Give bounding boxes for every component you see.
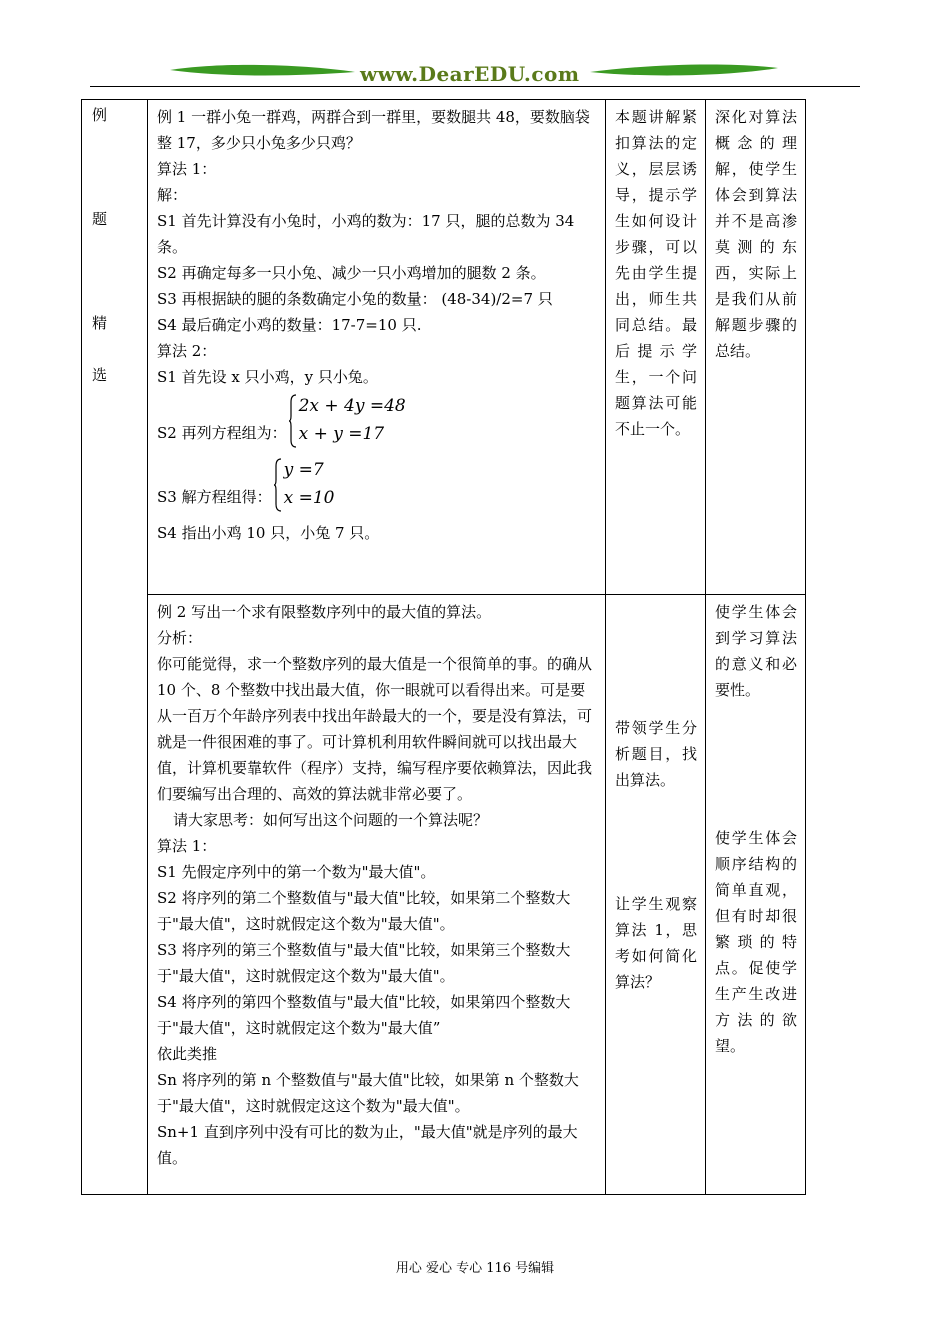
label-char: 选	[92, 366, 108, 384]
equation-block	[274, 456, 335, 512]
ex2-step: S1 先假定序列中的第一个数为"最大值"。	[157, 863, 436, 881]
example-2-body	[148, 595, 606, 1195]
section-label-cell	[82, 100, 148, 1195]
equation-system-2	[157, 456, 597, 512]
note-text: 深化对算法概念的理解，使学生体会到算法并不是高渗莫测的东西，实际上是我们从前解题步骤的总结。	[715, 108, 797, 360]
label-char: 精	[92, 314, 108, 332]
ex1-s2-label: S2 再列方程组为：	[157, 424, 287, 442]
ex1-line: S2 再确定每多一只小兔、减少一只小鸡增加的腿数 2 条。	[157, 264, 546, 282]
example-2-row	[82, 595, 806, 1195]
equation-line: x + y =17	[298, 424, 385, 444]
ex2-step: Sn 将序列的第 n 个整数值与"最大值"比较，如果第 n 个整数大于"最大值"，这时就假定这这个数为"最大值"。	[157, 1071, 579, 1115]
example-1-note-1	[606, 100, 706, 595]
ex2-step: S4 将序列的第四个整数值与"最大值"比较，如果第四个整数大于"最大值"，这时就假定这个数为"最大值”	[157, 993, 571, 1037]
ex2-analysis: 你可能觉得，求一个整数序列的最大值是一个很简单的事。的确从 10 个、8 个整数中找出最大值，你一眼就可以看得出来。可是要从一百万个年龄序列表中找出年龄最大的一个，要是没有算法，可就是一件很困难的事了。可计算机利用软件瞬间就可以找出最大值，计算机要靠软件（程序）支持，编写程序要依赖算法，因此我们要编写出合理的、高效的算法就非常必要了。	[157, 655, 593, 803]
note-text: 使学生体会到学习算法的意义和必要性。	[715, 603, 797, 699]
site-header-logo	[0, 58, 950, 98]
ex1-line: 解：	[157, 186, 188, 204]
site-url: www.DearEDU.com	[360, 62, 580, 86]
label-char: 题	[92, 210, 108, 228]
example-1-row	[82, 100, 806, 595]
ex2-step: 依此类推	[157, 1045, 218, 1063]
ex2-algo-label: 算法 1：	[157, 837, 217, 855]
ex1-line: 算法 1：	[157, 160, 217, 178]
equation-line: y =7	[283, 460, 324, 480]
ex1-line: S1 首先计算没有小兔时，小鸡的数为：17 只，腿的总数为 34 条。	[157, 212, 575, 256]
ex1-line: S3 再根据缺的腿的条数确定小兔的数量： (48-34)/2=7 只	[157, 290, 553, 308]
equation-line: 2x + 4y =48	[298, 396, 406, 416]
note-text: 让学生观察算法 1，思考如何简化算法？	[615, 895, 697, 991]
example-2-note-1	[606, 595, 706, 1195]
header-rule	[90, 86, 860, 87]
example-2-note-2	[706, 595, 806, 1195]
example-1-body	[148, 100, 606, 595]
equation-block	[289, 392, 406, 448]
left-brace-icon	[289, 394, 297, 448]
left-brace-icon	[274, 458, 282, 512]
ex2-analysis-label: 分析：	[157, 629, 203, 647]
ex1-line: 例 1 一群小兔一群鸡，两群合到一群里，要数腿共 48，要数脑袋整 17，多少只小兔多少只鸡？	[157, 108, 590, 152]
ex1-s4: S4 指出小鸡 10 只，小兔 7 只。	[157, 524, 380, 542]
example-1-note-2	[706, 100, 806, 595]
equation-line: x =10	[283, 488, 335, 508]
lesson-table	[81, 99, 806, 1195]
ex1-line: S1 首先设 x 只小鸡，y 只小兔。	[157, 368, 378, 386]
ex2-title: 例 2 写出一个求有限整数序列中的最大值的算法。	[157, 603, 492, 621]
page-footer: 用心 爱心 专心 116 号编辑	[395, 1261, 555, 1276]
ex2-step: S2 将序列的第二个整数值与"最大值"比较，如果第二个整数大于"最大值"，这时就假定这个数为"最大值"。	[157, 889, 571, 933]
equation-system-1	[157, 392, 597, 448]
ex1-line: S4 最后确定小鸡的数量：17-7=10 只.	[157, 316, 422, 334]
ex2-think: 请大家思考：如何写出这个问题的一个算法呢？	[173, 811, 489, 829]
ex1-line: 算法 2：	[157, 342, 217, 360]
ex2-step: S3 将序列的第三个整数值与"最大值"比较，如果第三个整数大于"最大值"，这时就假定这个数为"最大值"。	[157, 941, 571, 985]
note-text: 本题讲解紧扣算法的定义，层层诱导，提示学生如何设计步骤，可以先由学生提出，师生共同总结。最后提示学生，一个问题算法可能不止一个。	[615, 108, 697, 438]
note-text: 使学生体会顺序结构的简单直观，但有时却很繁琐的特点。促使学生产生改进方法的欲望。	[715, 829, 797, 1055]
ex1-s3-label: S3 解方程组得：	[157, 488, 272, 506]
ex2-step: Sn+1 直到序列中没有可比的数为止，"最大值"就是序列的最大值。	[157, 1123, 578, 1167]
note-text: 带领学生分析题目，找出算法。	[615, 719, 697, 789]
label-char: 例	[92, 106, 108, 124]
